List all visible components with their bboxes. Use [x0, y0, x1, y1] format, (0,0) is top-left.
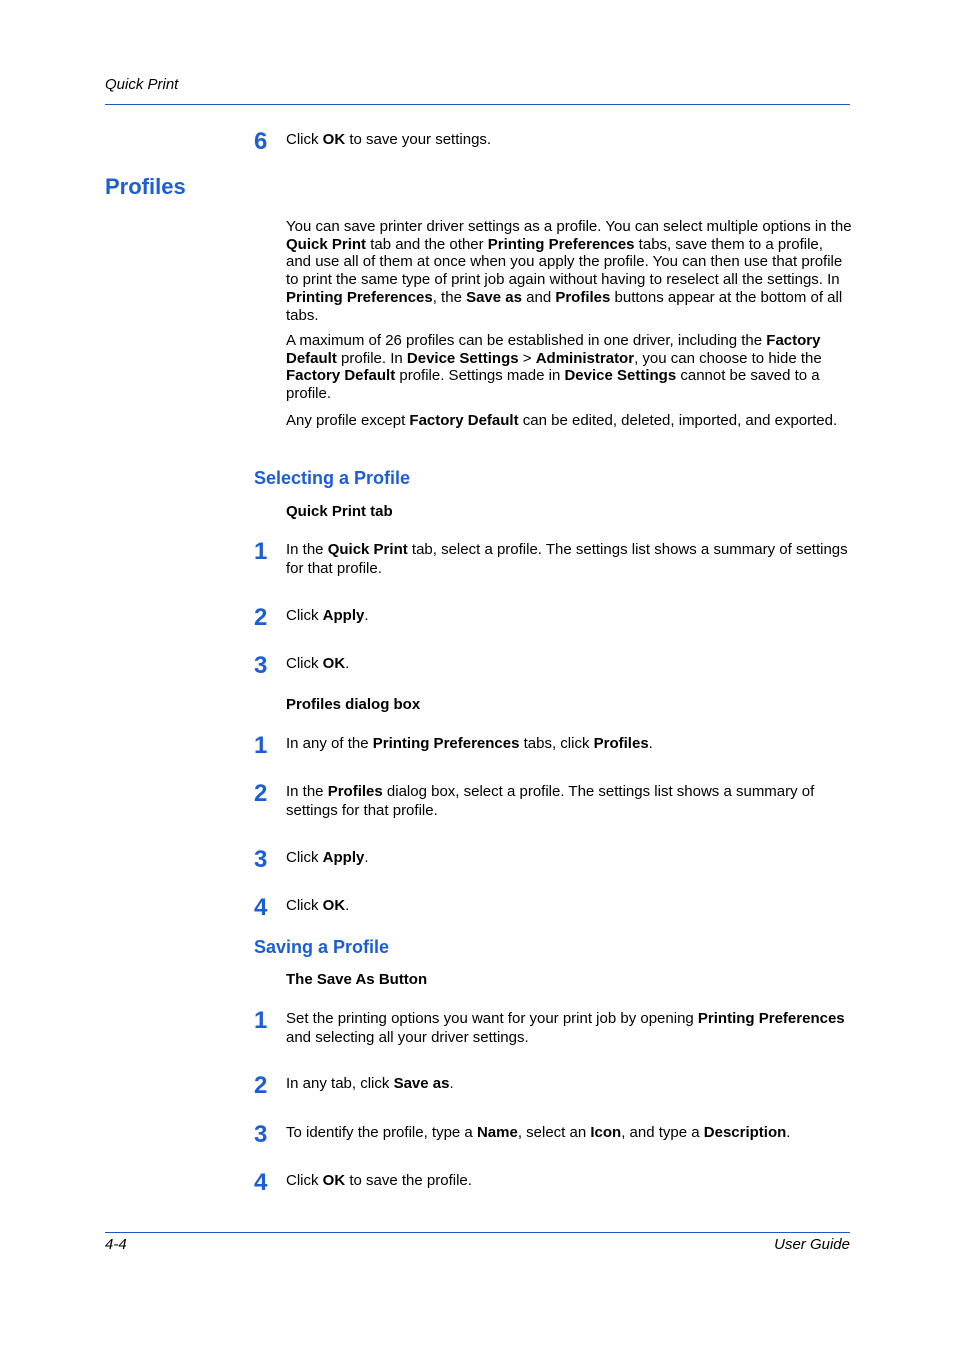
bold-term: Printing Preferences	[487, 235, 635, 253]
bold-term: OK	[322, 1172, 346, 1189]
document-title: User Guide	[774, 1236, 850, 1253]
bold-term: Icon	[590, 1124, 622, 1141]
bold-term: OK	[322, 655, 346, 672]
step-text: Click OK to save your settings.	[286, 131, 492, 148]
subheading: Quick Print tab	[286, 503, 393, 520]
step-text: Click OK to save the profile.	[286, 1172, 472, 1189]
bold-term: Profiles	[593, 735, 649, 752]
step-text: Set the printing options you want for your print job by opening Printing Preferences and selecting all your driver settings.	[286, 1010, 845, 1046]
step-text: To identify the profile, type a Name, select an Icon, and type a Description.	[286, 1124, 791, 1141]
step-number: 3	[254, 652, 268, 679]
bold-term: Save as	[466, 288, 522, 306]
step-number: 1	[254, 538, 268, 565]
step-number: 3	[254, 846, 268, 873]
bold-term: Name	[476, 1124, 518, 1141]
bold-term: Profiles	[327, 783, 383, 800]
bold-term: Quick Print	[286, 235, 367, 253]
bold-term: Factory Default	[286, 332, 821, 367]
subheading: Profiles dialog box	[286, 696, 421, 713]
footer-rule	[105, 1232, 850, 1233]
bold-term: OK	[322, 897, 346, 914]
section-title: Profiles	[105, 174, 186, 199]
bold-term: Apply	[322, 607, 365, 624]
step-text: In any tab, click Save as.	[286, 1075, 454, 1092]
step-number: 2	[254, 780, 268, 807]
bold-term: Printing Preferences	[286, 288, 433, 306]
paragraph: Any profile except Factory Default can be edited, deleted, imported, and exported.	[286, 412, 838, 429]
bold-term: Save as	[393, 1075, 450, 1092]
subsection-title: Saving a Profile	[254, 937, 390, 957]
bold-term: Device Settings	[564, 367, 677, 385]
step-text: Click Apply.	[286, 849, 369, 866]
step-text: In the Profiles dialog box, select a profile. The settings list shows a summary of settings for that profile.	[286, 783, 815, 819]
step-number: 4	[254, 894, 268, 921]
bold-term: Administrator	[535, 349, 635, 367]
step-number: 1	[254, 732, 268, 759]
bold-term: Printing Preferences	[697, 1010, 845, 1027]
step-text: Click Apply.	[286, 607, 369, 624]
step-number: 4	[254, 1169, 268, 1196]
bold-term: Profiles	[555, 288, 611, 306]
subsection-title: Selecting a Profile	[254, 468, 411, 488]
step-text: In any of the Printing Preferences tabs, click Profiles.	[286, 735, 653, 752]
bold-term: Description	[703, 1124, 787, 1141]
header-rule	[105, 104, 850, 105]
step-number: 3	[254, 1121, 268, 1148]
bold-term: Apply	[322, 849, 365, 866]
step-number: 6	[254, 128, 268, 155]
bold-term: Printing Preferences	[372, 735, 520, 752]
step-number: 2	[254, 604, 268, 631]
bold-term: Factory Default	[409, 412, 519, 429]
page-number: 4-4	[105, 1236, 127, 1253]
bold-term: Quick Print	[327, 541, 408, 558]
paragraph: A maximum of 26 profiles can be established in one driver, including the Factory Default profile. In Device Settings > Administrator, you can choose to hide the Factory Default profile. Settings made in Device Settings cannot be saved to a profile.	[286, 332, 822, 403]
step-text: In the Quick Print tab, select a profile. The settings list shows a summary of settings for that profile.	[286, 541, 848, 577]
step-text: Click OK.	[286, 897, 350, 914]
running-header: Quick Print	[105, 76, 179, 93]
step-number: 1	[254, 1007, 268, 1034]
subheading: The Save As Button	[286, 971, 428, 988]
step-text: Click OK.	[286, 655, 350, 672]
step-number: 2	[254, 1072, 268, 1099]
bold-term: Factory Default	[286, 367, 396, 385]
bold-term: Device Settings	[406, 349, 519, 367]
bold-term: OK	[322, 131, 346, 148]
paragraph: You can save printer driver settings as a profile. You can select multiple options in the Quick Print tab and the other Printing Preferences tabs, save them to a profile, and use all of them at once when you apply the profile. You can then use that profile to print the same type of print job again without having to reselect all the settings. In Printing Preferences, the Save as and Profiles buttons appear at the bottom of all tabs.	[286, 218, 852, 324]
